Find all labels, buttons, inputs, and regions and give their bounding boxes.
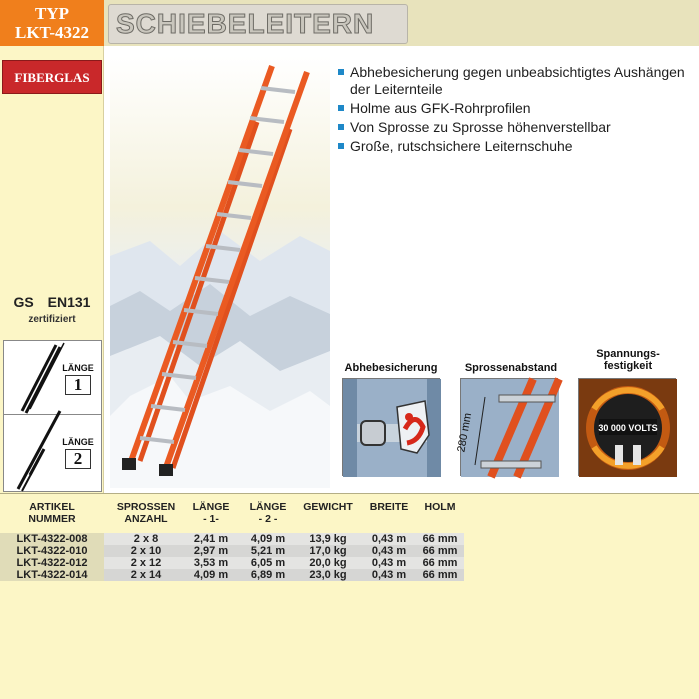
- gs-mark: GS: [13, 294, 34, 310]
- length-2-diagram: [3, 414, 102, 492]
- col-header-article: [4, 501, 100, 525]
- cell-length2: 6,89 m: [250, 569, 286, 581]
- detail-lock-image: [342, 378, 440, 476]
- voltage-title-line1: Spannungs-: [596, 348, 660, 360]
- feature-item: Holme aus GFK-Rohrprofilen: [336, 100, 696, 117]
- type-label-line2: LKT-4322: [14, 23, 89, 42]
- cell-weight: 13,9 kg: [309, 533, 347, 545]
- detail-title-rung-spacing: Sprossenabstand: [464, 362, 558, 374]
- detail-title-lock: Abhebesicherung: [344, 362, 438, 374]
- type-label-box: [0, 0, 104, 46]
- feature-item: Von Sprosse zu Sprosse höhenverstellbar: [336, 119, 696, 136]
- cell-width: 0,43 m: [371, 557, 407, 569]
- length-1-number: 1: [65, 375, 91, 395]
- col-header-length2-line1: LÄNGE: [249, 501, 287, 513]
- col-header-rungs-line1: SPROSSEN: [116, 501, 176, 513]
- cell-length1: 2,41 m: [193, 533, 229, 545]
- spec-table-background: [0, 494, 699, 699]
- cell-rungs: 2 x 12: [130, 557, 162, 569]
- cell-length1: 2,97 m: [193, 545, 229, 557]
- rung-spacing-dimension: 280 mm: [455, 411, 475, 454]
- page-title: SCHIEBELEITERN: [116, 8, 375, 39]
- col-header-width: BREITE: [369, 501, 409, 513]
- length-1-label: [61, 363, 95, 395]
- cell-weight: 20,0 kg: [309, 557, 347, 569]
- cell-rail: 66 mm: [422, 545, 458, 557]
- cell-length1: 3,53 m: [193, 557, 229, 569]
- cell-article: LKT-4322-012: [16, 557, 88, 569]
- cell-rungs: 2 x 8: [133, 533, 159, 545]
- cell-width: 0,43 m: [371, 545, 407, 557]
- length-2-label: [61, 437, 95, 469]
- cell-width: 0,43 m: [371, 533, 407, 545]
- cell-article: LKT-4322-010: [16, 545, 88, 557]
- cell-rail: 66 mm: [422, 533, 458, 545]
- cell-length2: 4,09 m: [250, 533, 286, 545]
- length-2-caption: LÄNGE: [62, 437, 94, 447]
- table-row: [0, 545, 470, 557]
- col-header-rungs-line2: ANZAHL: [124, 513, 168, 525]
- table-row: [0, 557, 470, 569]
- cell-rail: 66 mm: [422, 557, 458, 569]
- cell-rungs: 2 x 10: [130, 545, 162, 557]
- col-header-length1-line2: - 1-: [203, 513, 219, 525]
- cell-weight: 17,0 kg: [309, 545, 347, 557]
- col-header-rungs: [108, 501, 184, 525]
- cell-length2: 6,05 m: [250, 557, 286, 569]
- col-header-length1: [185, 501, 237, 525]
- table-row: [0, 569, 470, 581]
- ladder-photo: [110, 56, 330, 488]
- material-badge: FIBERGLAS: [2, 60, 102, 94]
- col-header-length1-line1: LÄNGE: [192, 501, 230, 513]
- length-1-caption: LÄNGE: [62, 363, 94, 373]
- cell-weight: 23,0 kg: [309, 569, 347, 581]
- feature-list: [336, 64, 696, 157]
- col-header-length2-line2: - 2 -: [258, 513, 278, 525]
- cell-rail: 66 mm: [422, 569, 458, 581]
- feature-item: Große, rutschsichere Leiternschuhe: [336, 138, 696, 155]
- norm-label: EN131: [47, 294, 91, 310]
- col-header-rail: HOLM: [424, 501, 456, 513]
- feature-item: Abhebesicherung gegen unbeabsichtigtes Aushängen der Leiternteile: [336, 64, 696, 98]
- table-row: [0, 533, 470, 545]
- cell-article: LKT-4322-008: [16, 533, 88, 545]
- col-header-article-line2: NUMMER: [28, 513, 76, 525]
- certification-box: [0, 288, 104, 338]
- certified-label: zertifiziert: [28, 314, 76, 325]
- col-header-article-line1: ARTIKEL: [29, 501, 75, 513]
- cell-length2: 5,21 m: [250, 545, 286, 557]
- length-1-diagram: [3, 340, 102, 418]
- col-header-length2: [242, 501, 294, 525]
- length-2-number: 2: [65, 449, 91, 469]
- type-label-line1: TYP: [35, 4, 69, 23]
- voltage-rating: 30 000 VOLTS: [598, 423, 658, 433]
- detail-voltage-image: [578, 378, 676, 476]
- col-header-weight: GEWICHT: [303, 501, 353, 513]
- cell-rungs: 2 x 14: [130, 569, 162, 581]
- voltage-title-line2: festigkeit: [603, 360, 653, 372]
- detail-rung-spacing-image: [455, 378, 558, 476]
- cell-width: 0,43 m: [371, 569, 407, 581]
- detail-title-voltage: [572, 348, 684, 372]
- cell-article: LKT-4322-014: [16, 569, 88, 581]
- cell-length1: 4,09 m: [193, 569, 229, 581]
